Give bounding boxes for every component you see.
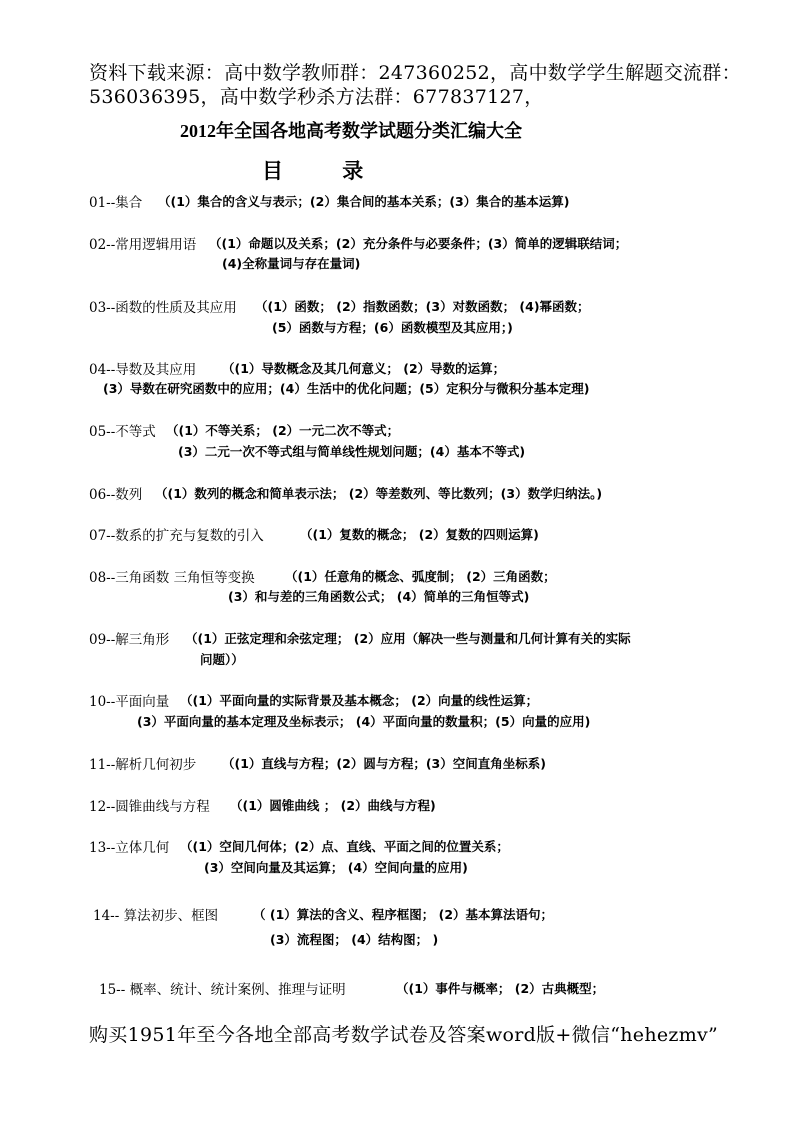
toc-topics-10: （(1）平面向量的实际背景及基本概念； (2）向量的线性运算； (180, 693, 539, 708)
toc-topics-11: （(1）直线与方程；(2）圆与方程；(3）空间直角坐标系) (222, 756, 546, 771)
toc-label-06: 06--数列 (89, 487, 143, 503)
toc-label-15: 15-- 概率、统计、统计案例、推理与证明 (99, 982, 346, 998)
toc-label-11: 11--解析几何初步 (89, 757, 197, 773)
toc-topics-04-cont: (3）导数在研究函数中的应用；(4）生活中的优化问题；(5）定积分与微积分基本定理) (103, 381, 590, 396)
toc-topics-06: （(1）数列的概念和简单表示法； (2）等差数列、等比数列；(3）数学归纳法。) (155, 486, 603, 501)
document-title: 2012年全国各地高考数学试题分类汇编大全 (180, 121, 522, 141)
toc-topics-02-cont: (4)全称量词与存在量词) (222, 256, 361, 271)
toc-topics-01: （(1）集合的含义与表示；(2）集合间的基本关系；(3）集合的基本运算) (158, 194, 570, 209)
header-line-1: 资料下载来源：高中数学教师群：247360252，高中数学学生解题交流群： (89, 62, 741, 84)
toc-topics-05-cont: (3）二元一次不等式组与简单线性规划问题；(4）基本不等式) (178, 444, 526, 459)
toc-topics-10-cont: (3）平面向量的基本定理及坐标表示； (4）平面向量的数量积；(5）向量的应用) (137, 714, 591, 729)
toc-label-09: 09--解三角形 (89, 632, 170, 648)
toc-label-02: 02--常用逻辑用语 (89, 237, 197, 253)
toc-topics-03-cont: (5）函数与方程；(6）函数模型及其应用；) (272, 320, 513, 335)
toc-label-04: 04--导数及其应用 (89, 362, 197, 378)
toc-label-10: 10--平面向量 (89, 694, 170, 710)
toc-topics-04: （(1）导数概念及其几何意义； (2）导数的运算； (222, 361, 506, 376)
toc-heading: 目 录 (262, 158, 390, 183)
toc-topics-07: （(1）复数的概念； (2）复数的四则运算) (300, 527, 539, 542)
header-line-2: 536036395，高中数学秒杀方法群：677837127， (89, 86, 544, 108)
toc-topics-09: （(1）正弦定理和余弦定理； (2）应用（解决一些与测量和几何计算有关的实际 (185, 631, 631, 646)
footer-note: 购买1951年至今各地全部高考数学试卷及答案word版+微信“hehezmv” (89, 1024, 719, 1046)
toc-label-13: 13--立体几何 (89, 840, 170, 856)
toc-label-01: 01--集合 (89, 195, 143, 211)
toc-topics-03: （(1）函数； (2）指数函数；(3）对数函数； (4)幂函数； (255, 299, 590, 314)
toc-label-12: 12--圆锥曲线与方程 (89, 799, 210, 815)
toc-topics-12: （(1）圆锥曲线 ； (2）曲线与方程) (230, 798, 436, 813)
toc-label-07: 07--数系的扩充与复数的引入 (89, 528, 264, 544)
toc-topics-05: （(1）不等关系； (2）一元二次不等式； (166, 423, 400, 438)
toc-topics-14-cont: (3）流程图； (4）结构图； ) (270, 932, 439, 947)
toc-topics-13-cont: (3）空间向量及其运算； (4）空间向量的应用) (204, 860, 468, 875)
toc-label-03: 03--函数的性质及其应用 (89, 300, 237, 316)
toc-topics-02: （(1）命题以及关系；(2）充分条件与必要条件；(3）简单的逻辑联结词； (209, 236, 628, 251)
toc-label-08: 08--三角函数 三角恒等变换 (89, 570, 255, 586)
toc-label-14: 14-- 算法初步、框图 (93, 908, 219, 924)
toc-topics-09-cont: 问题）） (200, 652, 244, 667)
toc-topics-15: （(1）事件与概率； (2）古典概型； (396, 981, 605, 996)
toc-topics-14: （ (1）算法的含义、程序框图； (2）基本算法语句； (253, 907, 554, 922)
toc-label-05: 05--不等式 (89, 424, 156, 440)
toc-topics-08: （(1）任意角的概念、弧度制； (2）三角函数； (285, 569, 556, 584)
toc-topics-08-cont: (3）和与差的三角函数公式； (4）简单的三角恒等式) (228, 589, 530, 604)
toc-topics-13: （(1）空间几何体；(2）点、直线、平面之间的位置关系； (180, 839, 509, 854)
